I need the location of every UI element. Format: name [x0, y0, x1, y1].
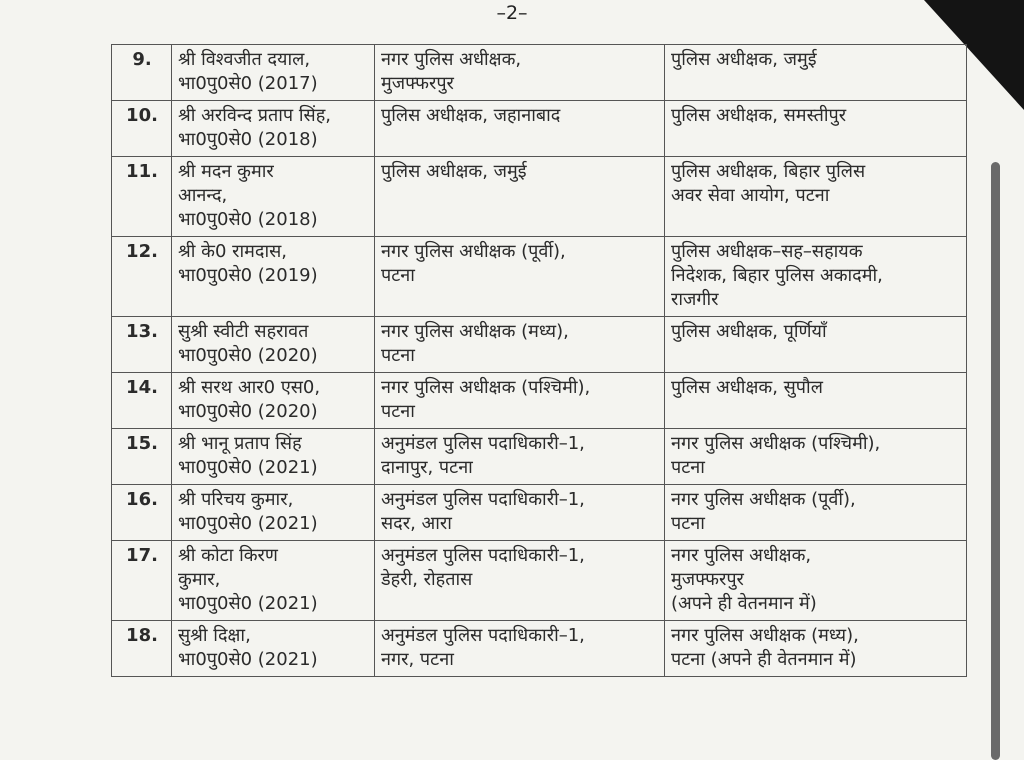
current-post-cell-line: पुलिस अधीक्षक, जहानाबाद: [381, 105, 561, 126]
serial-number-cell: 15.: [112, 429, 172, 485]
officer-name-cell-line: सुश्री दिक्षा,: [178, 625, 251, 646]
current-post-cell: [375, 157, 665, 237]
new-post-cell-line: नगर पुलिस अधीक्षक (पूर्वी),: [671, 489, 856, 510]
officer-name-cell-line: कुमार,: [178, 569, 221, 590]
officer-name-cell-line: भा0पु0से0 (2020): [178, 345, 318, 366]
officer-name-cell-line: भा0पु0से0 (2021): [178, 593, 318, 614]
officer-name-cell: [172, 237, 375, 317]
current-post-cell: [375, 373, 665, 429]
new-post-cell-line: पटना: [671, 513, 705, 534]
officer-name-cell: [172, 373, 375, 429]
serial-number-cell: 9.: [112, 45, 172, 101]
officer-name-cell-line: श्री मदन कुमार: [178, 161, 274, 182]
officer-name-cell-line: भा0पु0से0 (2020): [178, 401, 318, 422]
officer-name-cell: [172, 317, 375, 373]
officer-name-cell: [172, 45, 375, 101]
current-post-cell-line: नगर पुलिस अधीक्षक,: [381, 49, 522, 70]
officer-name-cell-line: श्री के0 रामदास,: [178, 241, 288, 262]
current-post-cell: [375, 45, 665, 101]
current-post-cell-line: मुजफ्फरपुर: [381, 73, 454, 94]
new-post-cell: [665, 373, 967, 429]
new-post-cell-line: मुजफ्फरपुर: [671, 569, 744, 590]
new-post-cell-line: नगर पुलिस अधीक्षक,: [671, 545, 812, 566]
new-post-cell: [665, 237, 967, 317]
serial-number-cell: 11.: [112, 157, 172, 237]
officer-name-cell: [172, 101, 375, 157]
table-row: [112, 101, 967, 157]
current-post-cell-line: नगर पुलिस अधीक्षक (मध्य),: [381, 321, 569, 342]
new-post-cell-line: पटना: [671, 457, 705, 478]
current-post-cell-line: पुलिस अधीक्षक, जमुई: [381, 161, 527, 182]
officer-name-cell-line: भा0पु0से0 (2018): [178, 209, 318, 230]
officer-name-cell-line: श्री भानू प्रताप सिंह: [178, 433, 302, 454]
table-row: [112, 621, 967, 677]
current-post-cell-line: पटना: [381, 345, 415, 366]
table-row: [112, 541, 967, 621]
officer-name-cell-line: भा0पु0से0 (2021): [178, 457, 318, 478]
officer-name-cell: [172, 429, 375, 485]
new-post-cell: [665, 429, 967, 485]
table-row: [112, 317, 967, 373]
current-post-cell-line: डेहरी, रोहतास: [381, 569, 473, 590]
officer-name-cell-line: भा0पु0से0 (2018): [178, 129, 318, 150]
new-post-cell-line: (अपने ही वेतनमान में): [671, 593, 817, 614]
table-row: [112, 237, 967, 317]
current-post-cell: [375, 485, 665, 541]
serial-number-cell: 18.: [112, 621, 172, 677]
officer-name-cell-line: श्री अरविन्द प्रताप सिंह,: [178, 105, 331, 126]
new-post-cell-line: नगर पुलिस अधीक्षक (मध्य),: [671, 625, 859, 646]
table-row: [112, 485, 967, 541]
table-row: [112, 157, 967, 237]
officer-name-cell-line: आनन्द,: [178, 185, 228, 206]
officer-name-cell-line: भा0पु0से0 (2021): [178, 513, 318, 534]
current-post-cell-line: अनुमंडल पुलिस पदाधिकारी–1,: [381, 545, 585, 566]
serial-number-cell: 13.: [112, 317, 172, 373]
new-post-cell-line: अवर सेवा आयोग, पटना: [671, 185, 830, 206]
officer-name-cell: [172, 541, 375, 621]
current-post-cell: [375, 541, 665, 621]
table-row: [112, 373, 967, 429]
current-post-cell-line: सदर, आरा: [381, 513, 452, 534]
table-row: [112, 429, 967, 485]
serial-number-cell: 17.: [112, 541, 172, 621]
new-post-cell: [665, 157, 967, 237]
current-post-cell-line: पटना: [381, 401, 415, 422]
new-post-cell-line: पुलिस अधीक्षक, समस्तीपुर: [671, 105, 847, 126]
current-post-cell: [375, 317, 665, 373]
officer-name-cell-line: भा0पु0से0 (2021): [178, 649, 318, 670]
current-post-cell-line: अनुमंडल पुलिस पदाधिकारी–1,: [381, 489, 585, 510]
officer-name-cell: [172, 621, 375, 677]
new-post-cell-line: पुलिस अधीक्षक, पूर्णियाँ: [671, 321, 827, 342]
new-post-cell-line: पुलिस अधीक्षक, जमुई: [671, 49, 817, 70]
new-post-cell-line: पटना (अपने ही वेतनमान में): [671, 649, 857, 670]
current-post-cell: [375, 101, 665, 157]
officer-name-cell-line: श्री सरथ आर0 एस0,: [178, 377, 321, 398]
table-row: [112, 45, 967, 101]
current-post-cell-line: पटना: [381, 265, 415, 286]
officer-name-cell-line: श्री कोटा किरण: [178, 545, 278, 566]
new-post-cell-line: नगर पुलिस अधीक्षक (पश्चिमी),: [671, 433, 881, 454]
current-post-cell-line: नगर पुलिस अधीक्षक (पूर्वी),: [381, 241, 566, 262]
current-post-cell: [375, 429, 665, 485]
new-post-cell: [665, 317, 967, 373]
new-post-cell-line: निदेशक, बिहार पुलिस अकादमी,: [671, 265, 883, 286]
serial-number-cell: 16.: [112, 485, 172, 541]
officer-name-cell-line: भा0पु0से0 (2019): [178, 265, 318, 286]
officer-name-cell-line: श्री विश्वजीत दयाल,: [178, 49, 311, 70]
current-post-cell: [375, 621, 665, 677]
officer-name-cell-line: श्री परिचय कुमार,: [178, 489, 294, 510]
new-post-cell-line: राजगीर: [671, 289, 719, 310]
officer-name-cell-line: सुश्री स्वीटी सहरावत: [178, 321, 309, 342]
serial-number-cell: 14.: [112, 373, 172, 429]
new-post-cell: [665, 45, 967, 101]
current-post-cell-line: नगर पुलिस अधीक्षक (पश्चिमी),: [381, 377, 591, 398]
current-post-cell-line: दानापुर, पटना: [381, 457, 473, 478]
officer-name-cell-line: भा0पु0से0 (2017): [178, 73, 318, 94]
new-post-cell: [665, 541, 967, 621]
current-post-cell-line: नगर, पटना: [381, 649, 454, 670]
page-number: –2–: [496, 2, 528, 24]
new-post-cell-line: पुलिस अधीक्षक–सह–सहायक: [671, 241, 863, 262]
serial-number-cell: 10.: [112, 101, 172, 157]
transfer-table: [111, 44, 967, 677]
new-post-cell: [665, 101, 967, 157]
new-post-cell: [665, 621, 967, 677]
officer-name-cell: [172, 157, 375, 237]
scrollbar[interactable]: [991, 162, 1000, 760]
current-post-cell-line: अनुमंडल पुलिस पदाधिकारी–1,: [381, 433, 585, 454]
serial-number-cell: 12.: [112, 237, 172, 317]
new-post-cell-line: पुलिस अधीक्षक, सुपौल: [671, 377, 823, 398]
new-post-cell: [665, 485, 967, 541]
officer-name-cell: [172, 485, 375, 541]
current-post-cell: [375, 237, 665, 317]
current-post-cell-line: अनुमंडल पुलिस पदाधिकारी–1,: [381, 625, 585, 646]
new-post-cell-line: पुलिस अधीक्षक, बिहार पुलिस: [671, 161, 866, 182]
